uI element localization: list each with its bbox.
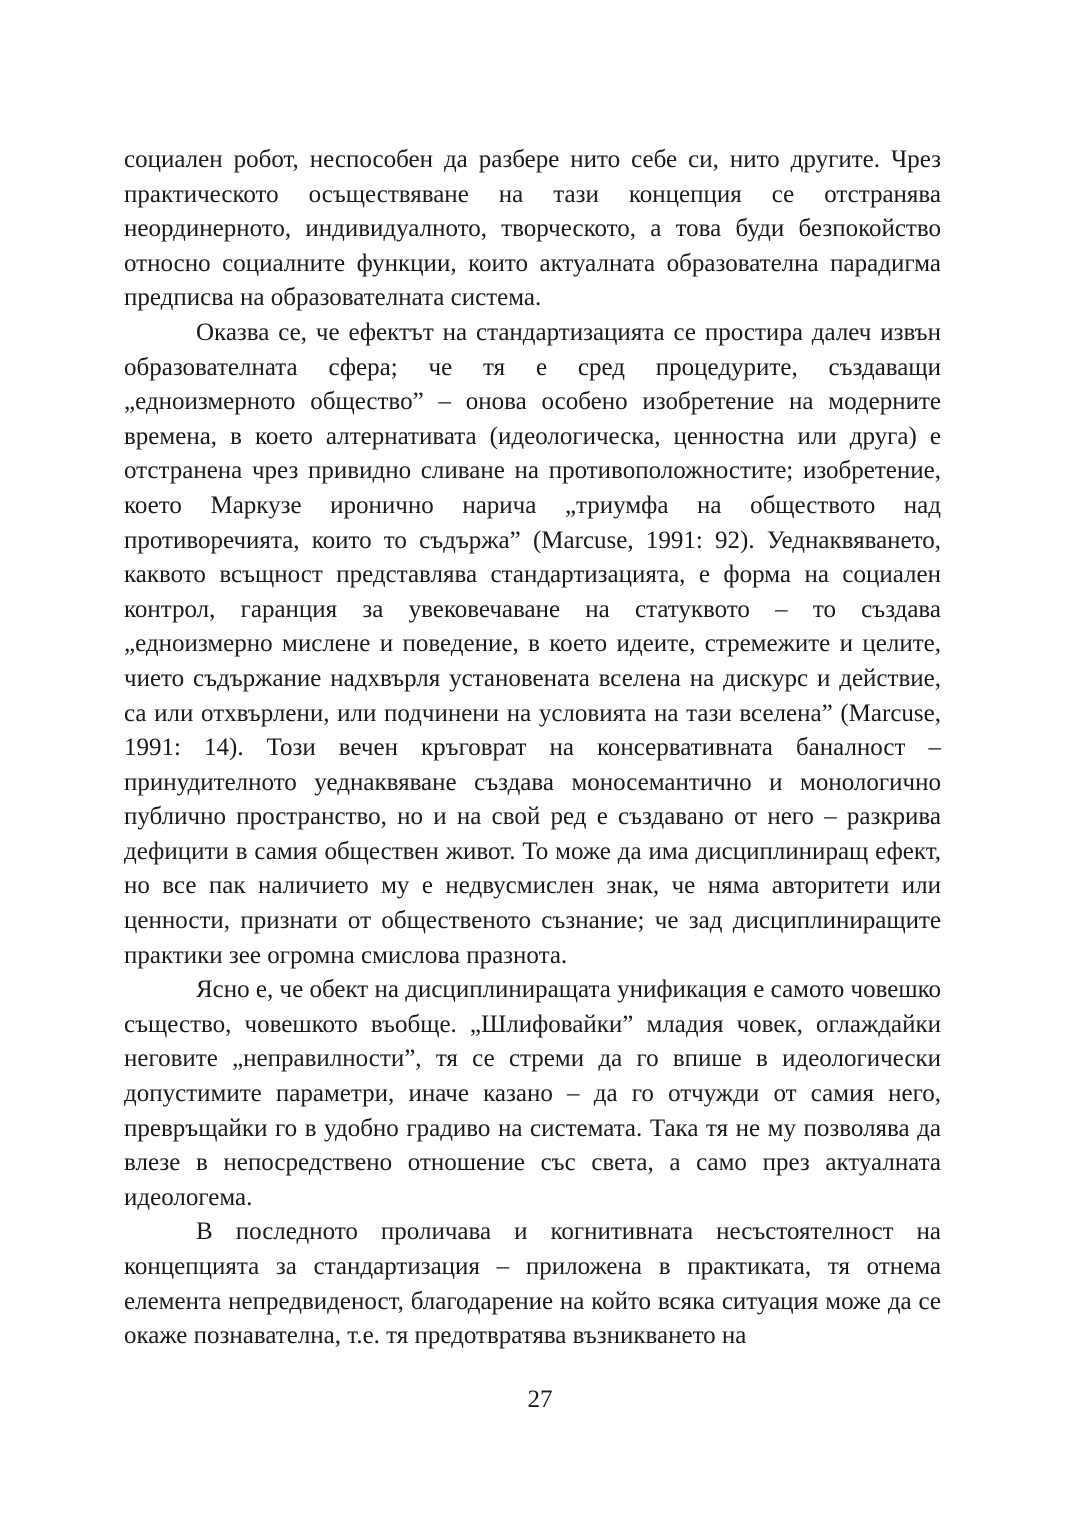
paragraph-4: В последното проличава и когнитивната несъстоятелност на концепцията за стандартизация – приложена в практиката, тя отнема елемента непредвиденост, благодарение на който всяка ситуация може да се окаже познавателна, т.е. тя предотвратява възникването на — [124, 1218, 941, 1350]
paragraph-3: Ясно е, че обект на дисциплиниращата унификация е самото човешко същество, човешкото въобще. „Шлифовайки” младия човек, оглаждайки неговите „неправилности”, тя се стреми да го впише в идеологически допустимите параметри, иначе казано – да го отчужди от самия него, превръщайки го в удобно градиво на системата. Така тя не му позволява да влезе в непосредствено отношение със света, а само през актуалната идеологема. — [124, 976, 941, 1211]
page-number: 27 — [527, 1386, 553, 1413]
paragraph-1: социален робот, неспособен да разбере нито себе си, нито другите. Чрез практическото осъществяване на тази концепция се отстранява неординерното, индивидуалното, творческото, а това буди безпокойство относно социалните функции, които актуалната образователна парадигма предписва на образователната система. — [124, 146, 941, 312]
paragraph-2: Оказва се, че ефектът на стандартизацията се простира далеч извън образователната сфера; че тя е сред процедурите, създаващи „едноизмерното общество” – онова особено изобретение на модерните времена, в което алтернативата (идеологическа, ценностна или друга) е отстранена чрез привидно сливане на противоположностите; изобретение, което Маркузе иронично нарича „триумфа на обществото над противоречията, които то съдържа” (Marcuse, 1991: 92). Уеднаквяването, каквото всъщност представлява стандартизацията, е форма на социален контрол, гаранция за увековечаване на статуквото – то създава „едноизмерно мислене и поведение, в което идеите, стремежите и целите, чието съдържание надхвърля установената вселена на дискурс и действие, са или отхвърлени, или подчинени на условията на тази вселена” (Marcuse, 1991: 14). Този вечен кръговрат на консервативната баналност – принудителното уеднаквяване създава моносемантично и монологично публично пространство, но и на свой ред е създавано от него – разкрива дефицити в самия обществен живот. То може да има дисциплиниращ ефект, но все пак наличието му е недвусмислен знак, че няма авторитети или ценности, признати от общественото съзнание; че зад дисциплиниращите практики зее огромна смислова празнота. — [124, 318, 941, 969]
body-text — [124, 143, 941, 1354]
